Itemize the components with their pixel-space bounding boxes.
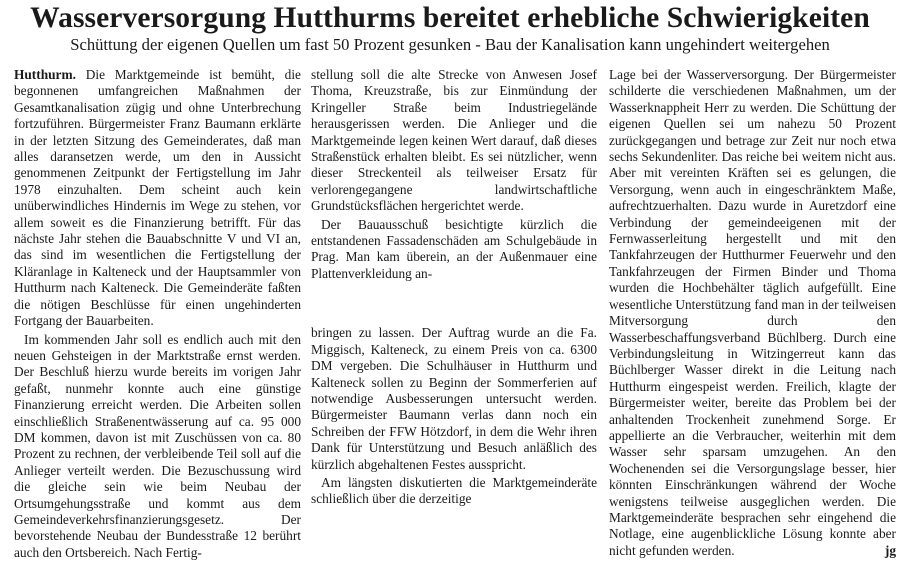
paragraph-text: Lage bei der Wasserversorgung. Der Bürgermeister schilderte die verschiedenen Maßnahmen, um der Wasserknappheit Herr zu werden. Die Schüttung der eigenen Quellen sei um nahezu 50 Prozent zurückgegangen und betrage zur Zeit nur noch etwa sechs Sekundenliter. Das reiche bei weitem nicht aus. Aber mit vereinten Kräften sei es gelungen, die Versorgung, wenn auch in eingeschränktem Maße, aufrechtzuerhalten. Dazu wurde in Auretzdorf eine Verbindung der gemeindeeigenen mit der Fernwasserleitung hergestellt und mit den Tankfahrzeugen der Hutthurmer Feuerwehr und den Tankfahrzeugen der Firmen Binder und Thoma wurden die Hochbehälter täglich aufgefüllt. Eine wesentliche Unterstützung fand man in der teilweisen Mitversorgung durch den Wasserbeschaffungsverband Büchlberg. Durch eine Verbindungsleitung in Witzingerreut kann das Büchlberger Wasser direkt in die Leitung nach Hutthurm eingespeist werden. Freilich, klagte der Bürgermeister weiter, bereite das Problem bei der anhaltenden Trockenheit zunehmend Sorge. Er appellierte an die Verbraucher, weiterhin mit dem Wasser sehr sparsam umzugehen. An den Wochenenden sei die Versorgungslage besser, hier könnten Einschränkungen während der Woche wenigstens teilweise ausgeglichen werden. Die Marktgemeinderäte besprachen sehr eingehend die Notlage, eine augenblickliche Lösung konnte aber nicht gefunden werden.: [609, 67, 896, 558]
article-column-2: [311, 67, 597, 508]
subheadline: Schüttung der eigenen Quellen um fast 50 Prozent gesunken - Bau der Kanalisation kann ungehindert weitergehen: [70, 35, 830, 54]
article-paragraph: Am längsten diskutierten die Marktgemeinderäte schließlich über die derzeitige: [311, 474, 597, 507]
article-paragraph: [14, 67, 301, 330]
paragraph-text: Die Marktgemeinde ist bemüht, die begonnenen umfangreichen Maßnahmen der Gesamtkanalisation zügig und ohne Unterbrechung fortzuführen. Bürgermeister Franz Baumann erklärte in der letzten Sitzung des Gemeinderates, daß man alles daransetzen werde, um den in Aussicht genommenen Zeitpunkt der Fertigstellung im Jahr 1978 einzuhalten. Dem scheint auch kein unüberwindliches Hindernis im Wege zu stehen, vor allem soweit es die Finanzierung betrifft. Für das nächste Jahr stehen die Bauabschnitte V und VI an, das sind im wesentlichen die Fertigstellung der Kläranlage in Kalteneck und der Hauptsammler von Hutthurm nach Kalteneck. Die Gemeinderäte faßten die nötigen Beschlüsse für einen ungehinderten Fortgang der Bauarbeiten.: [14, 67, 301, 329]
article-column-3: [609, 67, 896, 559]
article-paragraph: Im kommenden Jahr soll es endlich auch mit den neuen Gehsteigen in der Marktstraße ernst werden. Der Beschluß hierzu wurde bereits im vorigen Jahr gefaßt, nunmehr konnte auch eine günstige Finanzierung erreicht werden. Die Arbeiten sollen einschließlich Straßenentwässerung auf ca. 95 000 DM kommen, davon ist mit Zuschüssen von ca. 80 Prozent zu rechnen, der verbleibende Teil soll auf die Anlieger verteilt werden. Die Bezuschussung wird die gleiche sein wie beim Neubau der Ortsumgehungsstraße und kommt aus dem Gemeindeverkehrsfinanzierungsgesetz. Der bevorstehende Neubau der Bundesstraße 12 berührt auch den Ortsbereich. Nach Fertig-: [14, 331, 301, 560]
column-gap: [311, 282, 597, 325]
article-paragraph: bringen zu lassen. Der Auftrag wurde an die Fa. Miggisch, Kalteneck, zu einem Preis von ca. 6300 DM vergeben. Die Schulhäuser in Hutthurm und Kalteneck sollen zu Beginn der Sommerferien auf notwendige Ausbesserungen untersucht werden. Bürgermeister Baumann verlas dann noch ein Schreiben der FFW Hötzdorf, in dem die Wehr ihren Dank für Unterstützung und Besuch anläßlich des kürzlich abgehaltenen Festes ausspricht.: [311, 325, 597, 472]
article-column-1: [14, 67, 301, 561]
article-paragraph: stellung soll die alte Strecke von Anwesen Josef Thoma, Kreuzstraße, bis zur Einmündung der Kringeller Straße beim Industriegelände herausgerissen werden. Die Anlieger und die Marktgemeinde legen keinen Wert darauf, daß dieses Straßenstück erhalten bleibt. Es sei nützlicher, wenn dieser Streckenteil als teilweiser Ersatz für verlorengegangene landwirtschaftliche Grundstücksflächen hergerichtet werde.: [311, 67, 597, 214]
headline: Wasserversorgung Hutthurms bereitet erhebliche Schwierigkeiten: [30, 2, 870, 34]
article-paragraph: Der Bauausschuß besichtigte kürzlich die entstandenen Fassadenschäden am Schulgebäude in Prag. Man kam überein, an der Außenmauer eine Plattenverkleidung an-: [311, 216, 597, 281]
article-paragraph: [609, 67, 896, 559]
author-signature: jg: [884, 542, 896, 558]
dateline: Hutthurm.: [14, 67, 76, 82]
